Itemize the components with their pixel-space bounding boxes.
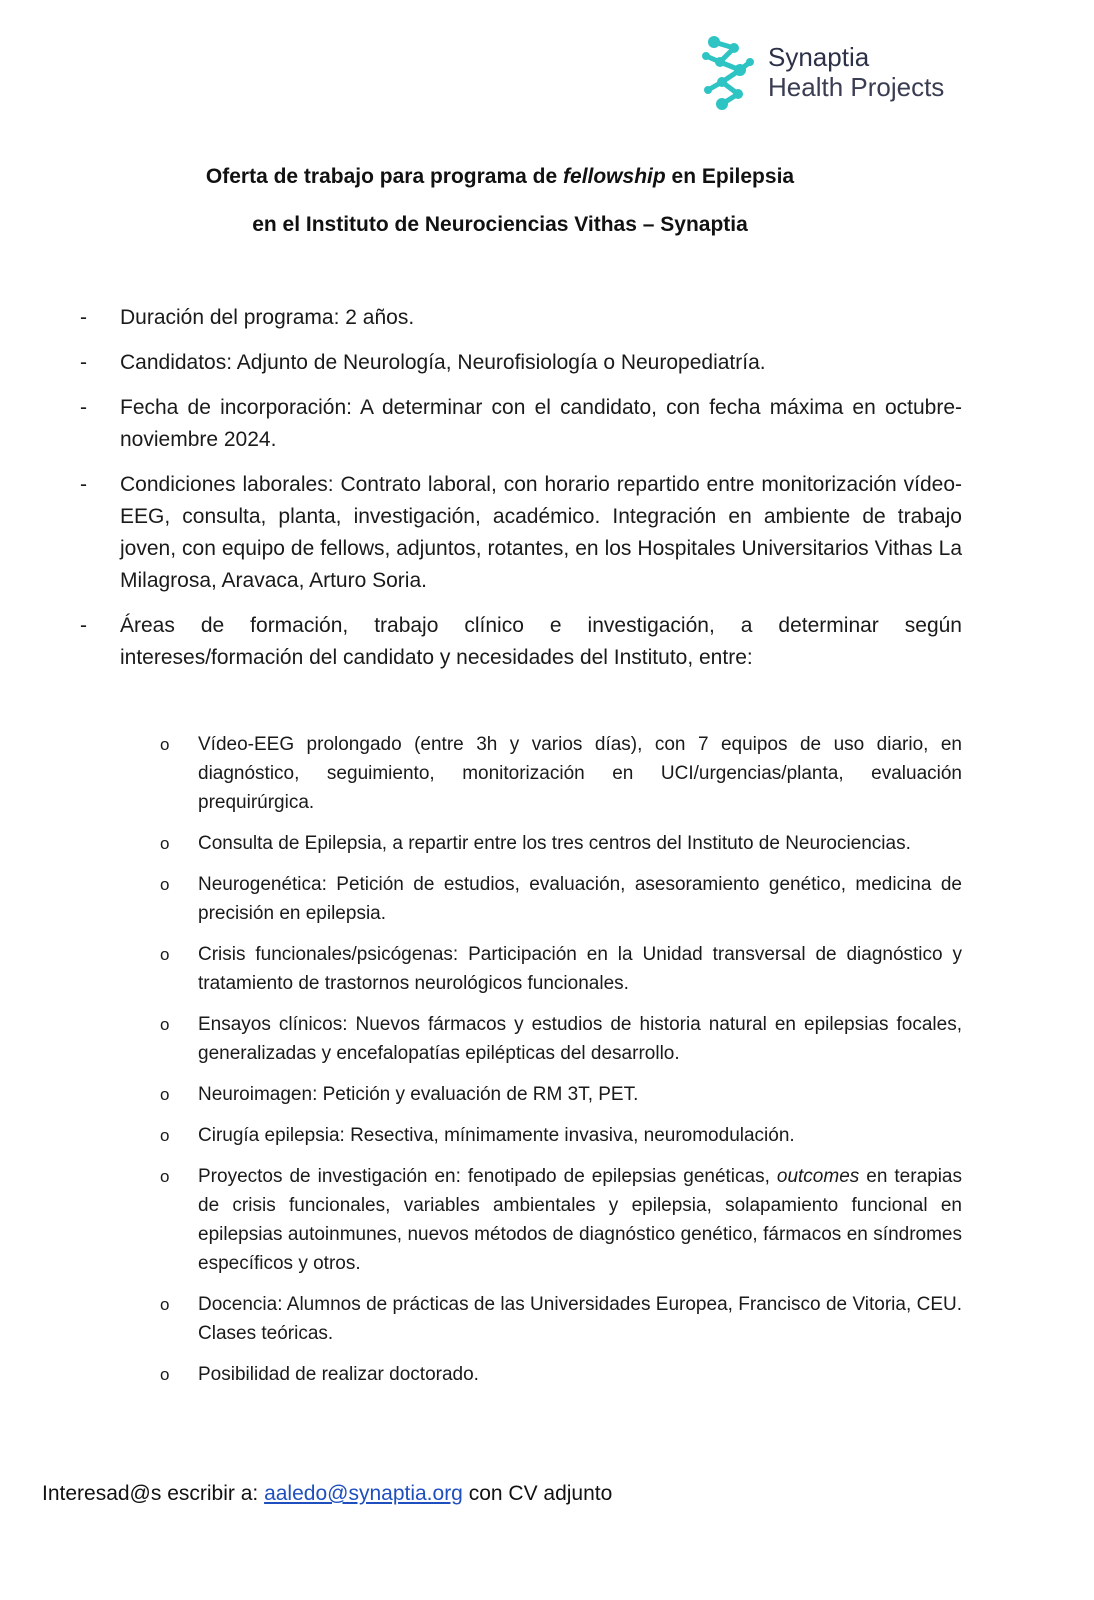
title-text-post: en Epilepsia (665, 165, 795, 188)
circle-marker: o (160, 735, 170, 754)
dash-marker: - (80, 396, 87, 419)
area-item (160, 1360, 962, 1389)
circle-marker: o (160, 1365, 170, 1384)
logo-line-1: Synaptia (768, 42, 870, 72)
area-item (160, 1010, 962, 1068)
area-item-research (160, 1162, 962, 1278)
area-item (160, 1121, 962, 1150)
logo-text (768, 42, 944, 102)
title-line-1 (0, 165, 1000, 189)
dash-marker: - (80, 306, 87, 329)
dash-marker: - (80, 614, 87, 637)
dash-marker: - (80, 351, 87, 374)
list-item (80, 392, 962, 456)
area-item (160, 940, 962, 998)
list-item (80, 347, 962, 379)
list-item-text: Duración del programa: 2 años. (120, 306, 415, 329)
dash-marker: - (80, 473, 87, 496)
area-text: Neuroimagen: Petición y evaluación de RM 3T, PET. (198, 1084, 639, 1105)
footer-text-post: con CV adjunto (462, 1482, 613, 1505)
title-line-2: en el Instituto de Neurociencias Vithas – Synaptia (252, 213, 748, 236)
research-text-post: en terapias de crisis funcionales, variables ambientales y epilepsia, solapamiento funcional en epilepsias autoinmunes, nuevos métodos de diagnóstico genético, fármacos en síndromes específicos y otros. (198, 1166, 962, 1274)
logo-line-2: Health Projects (768, 72, 945, 102)
circle-marker: o (160, 1085, 170, 1104)
logo (700, 34, 960, 110)
area-text: Crisis funcionales/psicógenas: Participación en la Unidad transversal de diagnóstico y tratamiento de trastornos neurológicos funcionales. (198, 944, 962, 994)
footer-text-pre: Interesad@s escribir a: (42, 1482, 265, 1505)
circle-marker: o (160, 1015, 170, 1034)
area-item (160, 1290, 962, 1348)
circle-marker: o (160, 1167, 170, 1186)
area-item (160, 829, 962, 858)
title-text-emphasis: fellowship (563, 165, 666, 188)
circle-marker: o (160, 875, 170, 894)
areas-list (160, 730, 962, 1401)
research-text-pre: Proyectos de investigación en: fenotipado de epilepsias genéticas, (198, 1166, 777, 1187)
area-text: Posibilidad de realizar doctorado. (198, 1364, 479, 1385)
area-item (160, 730, 962, 817)
list-item-text: Fecha de incorporación: A determinar con el candidato, con fecha máxima en octubre-noviembre 2024. (120, 396, 962, 451)
list-item (80, 469, 962, 597)
list-item-text: Condiciones laborales: Contrato laboral, con horario repartido entre monitorización vídeo-EEG, consulta, planta, investigación, académico. Integración en ambiente de trabajo joven, con equipo de fellows, adjuntos, rotantes, en los Hospitales Universitarios Vithas La Milagrosa, Aravaca, Arturo Soria. (120, 473, 962, 592)
email-link[interactable]: aaledo@synaptia.org (264, 1482, 463, 1505)
area-text: Cirugía epilepsia: Resectiva, mínimamente invasiva, neuromodulación. (198, 1125, 795, 1146)
circle-marker: o (160, 945, 170, 964)
area-text: Neurogenética: Petición de estudios, evaluación, asesoramiento genético, medicina de precisión en epilepsia. (198, 874, 962, 924)
contact-footer (42, 1482, 612, 1506)
synaptia-network-icon (700, 34, 756, 110)
area-text: Consulta de Epilepsia, a repartir entre los tres centros del Instituto de Neurociencias. (198, 833, 911, 854)
area-item (160, 870, 962, 928)
area-text: Ensayos clínicos: Nuevos fármacos y estudios de historia natural en epilepsias focales, generalizadas y encefalopatías epilépticas del desarrollo. (198, 1014, 962, 1064)
area-text: Docencia: Alumnos de prácticas de las Universidades Europea, Francisco de Vitoria, CEU. Clases teóricas. (198, 1294, 962, 1344)
list-item (80, 302, 962, 334)
title-text-pre: Oferta de trabajo para programa de (205, 165, 564, 188)
list-item-text: Áreas de formación, trabajo clínico e investigación, a determinar según intereses/formación del candidato y necesidades del Instituto, entre: (120, 614, 962, 669)
area-text: Vídeo-EEG prolongado (entre 3h y varios días), con 7 equipos de uso diario, en diagnóstico, seguimiento, monitorización en UCI/urgencias/planta, evaluación prequirúrgica. (198, 734, 962, 813)
research-text-emphasis: outcomes (776, 1166, 860, 1187)
requirements-list (80, 302, 962, 687)
circle-marker: o (160, 1295, 170, 1314)
list-item (80, 610, 962, 674)
circle-marker: o (160, 1126, 170, 1145)
list-item-text: Candidatos: Adjunto de Neurología, Neurofisiología o Neuropediatría. (120, 351, 766, 374)
circle-marker: o (160, 834, 170, 853)
area-item (160, 1080, 962, 1109)
